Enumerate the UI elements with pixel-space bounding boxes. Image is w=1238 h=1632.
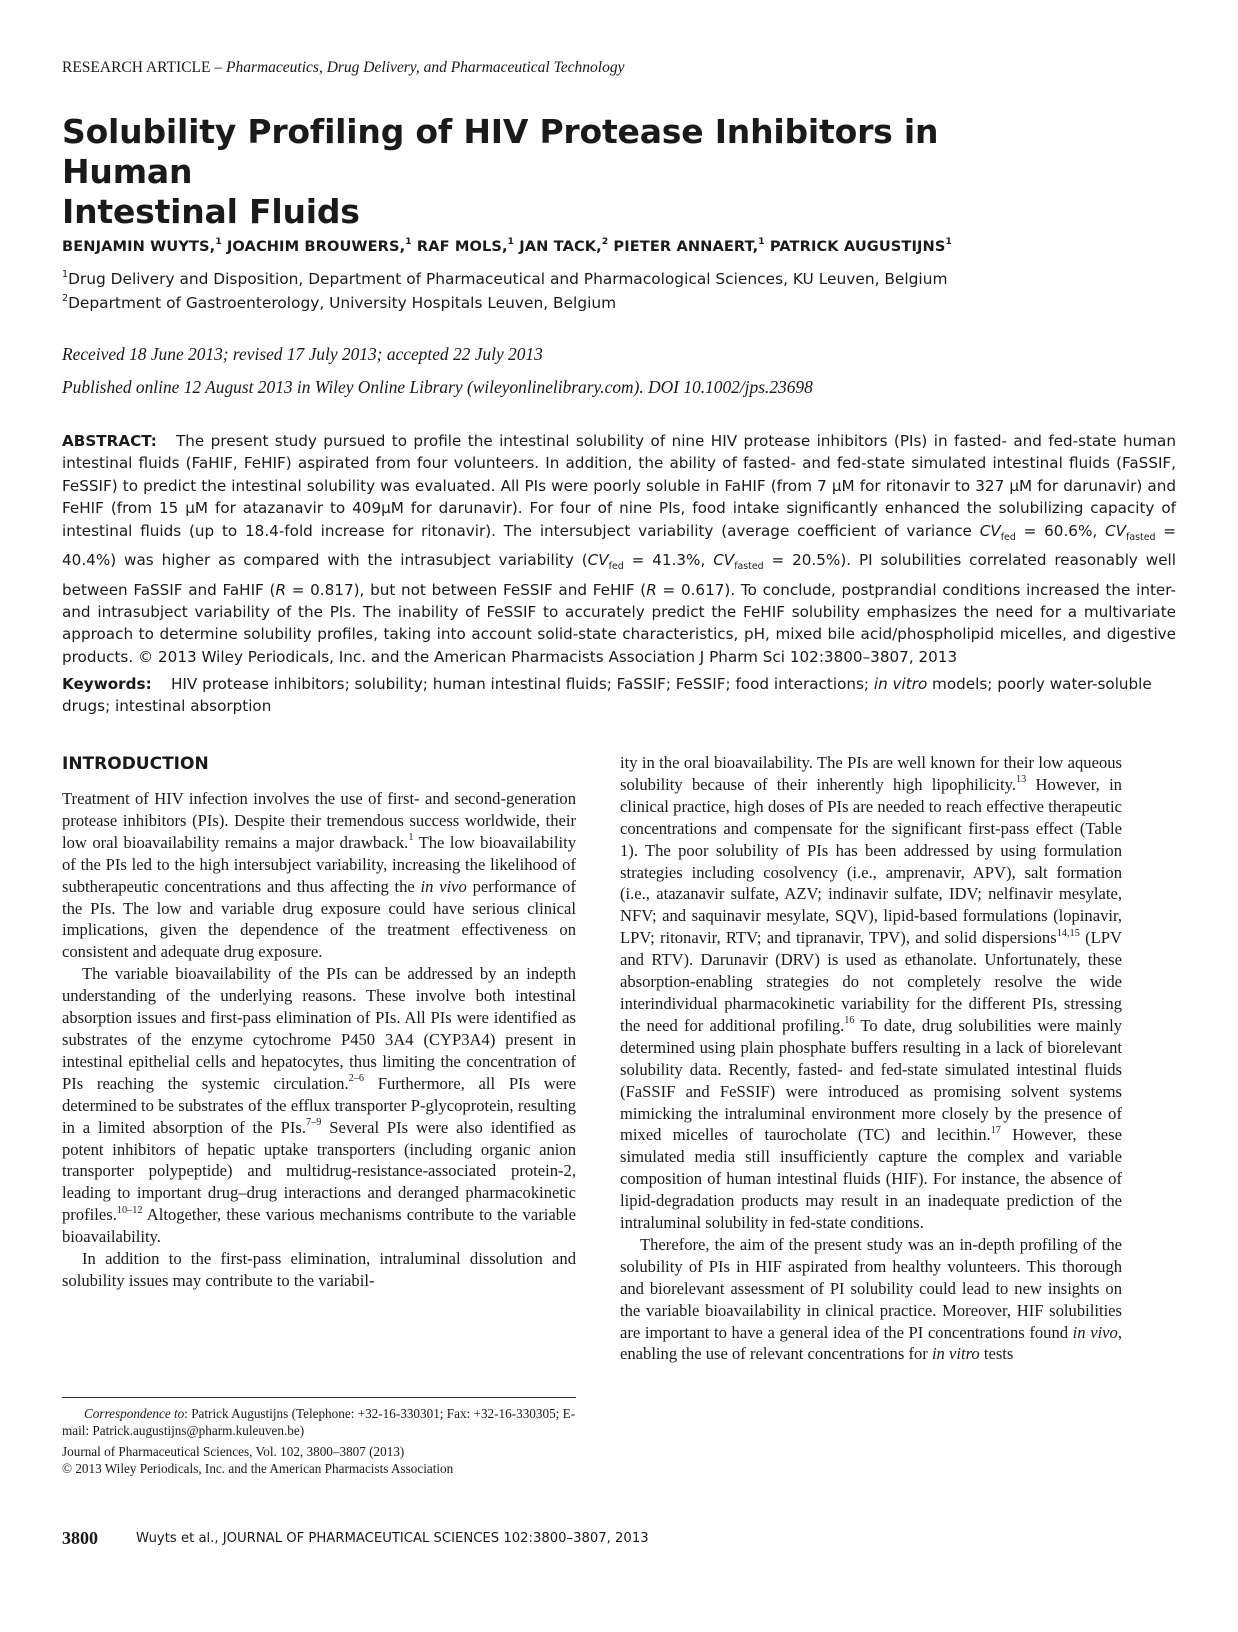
affiliation-1: $^1$Drug Delivery and Disposition, Department of Pharmaceutical and Pharmacological Sciences, KU Leuven, Belgium (62, 268, 948, 288)
running-head-section: Pharmaceutics, Drug Delivery, and Pharmaceutical Technology (225, 59, 625, 76)
journal-footnote: Journal of Pharmaceutical Sciences, Vol. 102, 3800–3807 (2013) (62, 1444, 405, 1459)
body-column-right (620, 752, 1122, 1365)
published-line: Published online 12 August 2013 in Wiley Online Library (wileyonlinelibrary.com). DOI 10.1002/jps.23698 (62, 377, 813, 397)
paragraph: Therefore, the aim of the present study was an in-depth profiling of the solubility of PIs in HIF aspirated from healthy volunteers. This thorough and biorelevant assessment of PI solubility could lead to new insights on the variable bioavailability in clinical practice. Moreover, HIF solubilities are important to have a general idea of the PI concentrations found in vivo, enabling the use of relevant concentrations for in vitro tests (620, 1234, 1122, 1364)
received-dates: Received 18 June 2013; revised 17 July 2013; accepted 22 July 2013 (62, 344, 543, 364)
running-footer: Wuyts et al., JOURNAL OF PHARMACEUTICAL SCIENCES 102:3800–3807, 2013 (136, 1531, 649, 1546)
keywords-label: Keywords: (62, 675, 152, 693)
running-head-label: RESEARCH ARTICLE – (62, 59, 226, 76)
copyright-footnote: © 2013 Wiley Periodicals, Inc. and the American Pharmacists Association (62, 1461, 454, 1476)
keywords: Keywords: HIV protease inhibitors; solubility; human intestinal fluids; FaSSIF; FeSSIF; food interactions; in vitro models; poorly water-soluble drugs; intestinal absorption (62, 675, 1152, 716)
abstract-label: ABSTRACT: (62, 432, 157, 450)
paragraph: The variable bioavailability of the PIs can be addressed by an indepth understanding of the underlying reasons. These involve both intestinal absorption issues and first-pass elimination of PIs. All PIs were identified as substrates of the enzyme cytochrome P450 3A4 (CYP3A4) present in intestinal epithelial cells and hepatocytes, thus limiting the concentration of PIs reaching the systemic circulation.$^{2-6}$ Furthermore, all PIs were determined to be substrates of the efflux transporter P-glycoprotein, resulting in a limited absorption of the PIs.$^{7-9}$ Several PIs were also identified as potent inhibitors of hepatic uptake transporters (including organic anion transporter polypeptide) and multidrug-resistance-associated protein-2, leading to important drug–drug interactions and deranged pharmacokinetic profiles.$^{10-12}$ Altogether, these various mechanisms contribute to the variable bioavailability. (62, 964, 576, 1247)
paragraph: ity in the oral bioavailability. The PIs are well known for their low aqueous solubility because of their inherently high lipophilicity.$^{13}$ However, in clinical practice, high doses of PIs are needed to reach effective therapeutic concentrations and compensate for the significant first-pass effect (Table 1). The poor solubility of PIs has been addressed by using formulation strategies including cosolvency (i.e., amprenavir, APV), salt formation (i.e., atazanavir sulfate, AZV; indinavir sulfate, IDV; nelfinavir mesylate, NFV; and saquinavir mesylate, SQV), lipid-based formulations (lopinavir, LPV; ritonavir, RTV; and tipranavir, TPV), and solid dispersions$^{14,15}$ (LPV and RTV). Darunavir (DRV) is used as ethanolate. Unfortunately, these absorption-enabling strategies do not completely resolve the wide interindividual pharmacokinetic variability for the different PIs, stressing the need for additional profiling.$^{16}$ To date, drug solubilities were mainly determined using plain phosphate buffers resulting in a lack of biorelevant solubility data. Recently, fasted- and fed-state simulated intestinal fluids (FaSSIF and FeSSIF) were introduced as promising solvent systems mimicking the intraluminal environment more closely by the presence of mixed micelles of taurocholate (TC) and lecithin.$^{17}$ However, these simulated media still insufficiently capture the complex and variable composition of human intestinal fluids (HIF). For instance, the absence of lipid-degradation products may result in an inadequate prediction of the intraluminal solubility in fed-state conditions. (620, 753, 1122, 1233)
abstract: ABSTRACT: The present study pursued to profile the intestinal solubility of nine HIV protease inhibitors (PIs) in fasted- and fed-state human intestinal fluids (FaHIF, FeHIF) aspirated from four volunteers. In addition, the ability of fasted- and fed-state simulated intestinal fluids (FaSSIF, FeSSIF) to predict the intestinal solubility was evaluated. All PIs were poorly soluble in FaHIF (from 7 μM for ritonavir to 327 μM for darunavir) and FeHIF (from 15 μM for atazanavir to 409μM for darunavir). For four of nine PIs, food intake significantly enhanced the solubilizing capacity of intestinal fluids (up to 18.4-fold increase for ritonavir). The intersubject variability (average coefficient of variance $CV_{fed} = 60.6\%$, $CV_{fasted} = 40.4\%$) was higher as compared with the intrasubject variability ($CV_{fed} = 41.3\%$, $CV_{fasted} = 20.5\%$). PI solubilities correlated reasonably well between FaSSIF and FaHIF (R = 0.817), but not between FeSSIF and FeHIF (R = 0.617). To conclude, postprandial conditions increased the inter- and intrasubject variability of the PIs. The inability of FeSSIF to accurately predict the FeHIF solubility emphasizes the need for a multivariate approach to determine solubility profiles, taking into account solid-state characteristics, pH, mixed bile acid/phospholipid micelles, and digestive products. © 2013 Wiley Periodicals, Inc. and the American Pharmacists Association J Pharm Sci 102:3800–3807, 2013 (62, 432, 1177, 666)
paragraph: In addition to the first-pass elimination, intraluminal dissolution and solubility issues may contribute to the variabil- (62, 1249, 576, 1290)
running-head (62, 59, 624, 77)
correspondence-footnote: Correspondence to: Patrick Augustijns (Telephone: +32-16-330301; Fax: +32-16-330305; E-mail: Patrick.augustijns@pharm.kuleuven.be) (62, 1406, 576, 1438)
author-list: BENJAMIN WUYTS,$^1$ JOACHIM BROUWERS,$^1$ RAF MOLS,$^1$ JAN TACK,$^2$ PIETER ANNAERT,$^1$ PATRICK AUGUSTIJNS$^1$ (62, 237, 952, 255)
title-line-1: Solubility Profiling of HIV Protease Inhibitors in Human (62, 112, 939, 191)
paragraph: Treatment of HIV infection involves the use of first- and second-generation protease inhibitors (PIs). Despite their tremendous success worldwide, their low oral bioavailability remains a major drawback.$^1$ The low bioavailability of the PIs led to the high intersubject variability, increasing the likelihood of subtherapeutic concentrations and thus affecting the in vivo performance of the PIs. The low and variable drug exposure could have serious clinical implications, given the dependence of the treatment effectiveness on consistent and adequate drug exposure. (62, 789, 576, 962)
footnote-rule (62, 1397, 576, 1398)
section-heading-introduction: INTRODUCTION (62, 754, 209, 774)
title-line-2: Intestinal Fluids (62, 192, 360, 231)
body-column-left (62, 788, 576, 1292)
article-title (62, 112, 1062, 232)
affiliation-2: $^2$Department of Gastroenterology, University Hospitals Leuven, Belgium (62, 292, 617, 312)
page-number: 3800 (62, 1528, 98, 1548)
